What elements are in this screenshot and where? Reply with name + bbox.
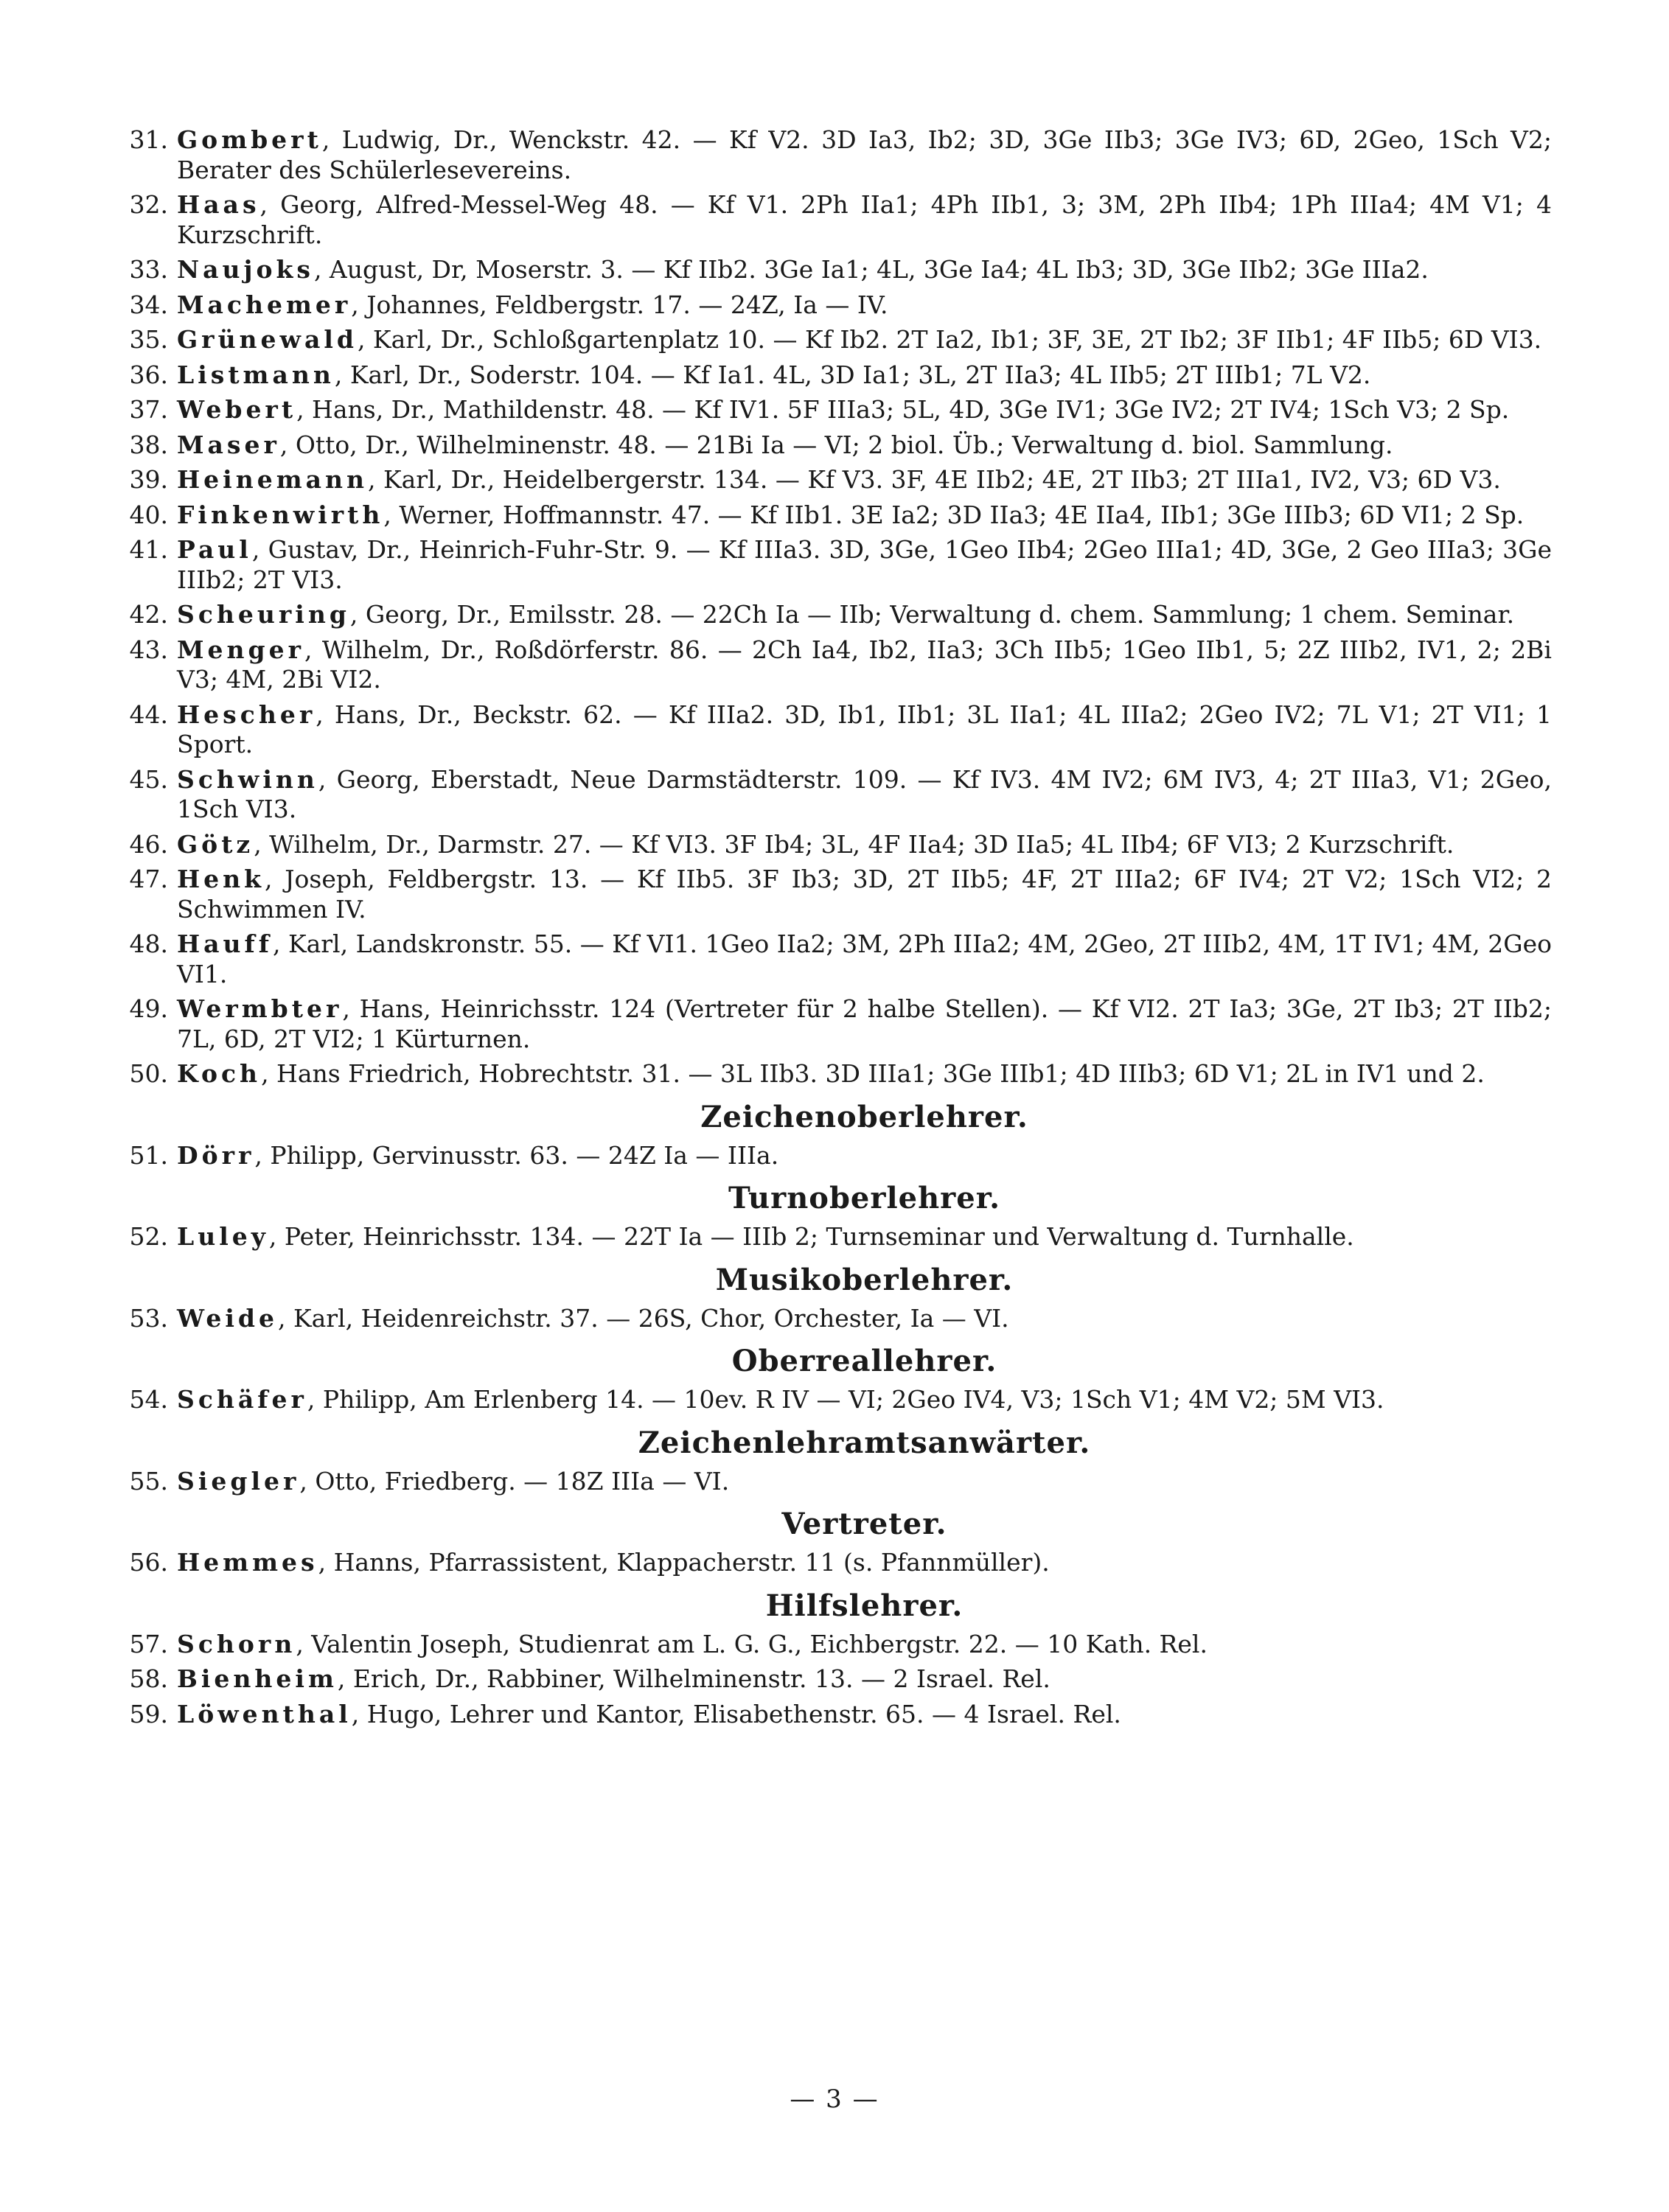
staff-entry xyxy=(118,395,1552,425)
entry-text xyxy=(177,500,1552,531)
entry-details: , Hans, Dr., Mathildenstr. 48. — Kf IV1. 5F IIIa3; 5L, 4D, 3Ge IV1; 3Ge IV2; 2T IV4; 1Sch V3; 2 Sp. xyxy=(296,395,1510,424)
teacher-surname: Webert xyxy=(177,395,297,424)
staff-entry xyxy=(118,190,1552,250)
entry-number: 47. xyxy=(129,865,168,893)
entry-text xyxy=(177,290,1552,321)
staff-entry xyxy=(118,929,1552,989)
staff-entry xyxy=(118,1304,1552,1334)
entry-details: , Philipp, Gervinusstr. 63. — 24Z Ia — IIIa. xyxy=(254,1140,779,1170)
entry-number: 40. xyxy=(129,500,168,529)
staff-entry xyxy=(118,290,1552,321)
teacher-surname: Paul xyxy=(177,535,252,564)
entry-text xyxy=(177,830,1552,860)
entry-text xyxy=(177,765,1552,825)
staff-entry xyxy=(118,1059,1552,1089)
teacher-surname: Bienheim xyxy=(177,1664,338,1693)
entry-text xyxy=(177,1548,1552,1578)
entry-details: , Hans, Heinrichsstr. 124 (Vertreter für 2 halbe Stellen). — Kf VI2. 2T Ia3; 3Ge, 2T Ib3; 2T IIb2; 7L, 6D, 2T VI2; 1 Kürturnen. xyxy=(177,994,1552,1053)
entry-text xyxy=(177,600,1552,630)
entry-details: , Wilhelm, Dr., Roßdörferstr. 86. — 2Ch Ia4, Ib2, IIa3; 3Ch IIb5; 1Geo IIb1, 5; 2Z IIIb2, IV1, 2; 2Bi V3; 4M, 2Bi VI2. xyxy=(177,635,1552,694)
entry-text xyxy=(177,1467,1552,1497)
staff-entry xyxy=(118,1141,1552,1171)
entry-text xyxy=(177,190,1552,250)
entry-number: 31. xyxy=(129,125,168,154)
section-heading: Turnoberlehrer. xyxy=(728,1181,1001,1215)
entry-number: 38. xyxy=(129,430,168,459)
staff-entry xyxy=(118,1222,1552,1252)
staff-entry xyxy=(118,700,1552,760)
entry-text xyxy=(177,395,1552,425)
entry-number: 34. xyxy=(129,290,168,319)
staff-list-sections xyxy=(118,1100,1552,1730)
entry-text xyxy=(177,1222,1552,1252)
entry-details: , Ludwig, Dr., Wenckstr. 42. — Kf V2. 3D Ia3, Ib2; 3D, 3Ge IIb3; 3Ge IV3; 6D, 2Geo, 1Sch V2; Berater des Schülerlesevereins. xyxy=(177,125,1552,184)
section-heading: Musikoberlehrer. xyxy=(715,1262,1014,1297)
entry-text xyxy=(177,465,1552,495)
entry-details: , Erich, Dr., Rabbiner, Wilhelminenstr. 13. — 2 Israel. Rel. xyxy=(337,1664,1050,1693)
staff-entry xyxy=(118,1467,1552,1497)
section-heading: Hilfslehrer. xyxy=(765,1588,964,1623)
entry-number: 58. xyxy=(129,1664,168,1693)
staff-entry xyxy=(118,1700,1552,1730)
entry-number: 37. xyxy=(129,395,168,424)
teacher-surname: Dörr xyxy=(177,1140,255,1170)
entry-text xyxy=(177,1304,1552,1334)
entry-number: 42. xyxy=(129,600,168,629)
staff-entry xyxy=(118,830,1552,860)
document-page xyxy=(118,125,1552,1734)
staff-entry xyxy=(118,600,1552,630)
teacher-surname: Schorn xyxy=(177,1629,296,1658)
entry-number: 39. xyxy=(129,465,168,494)
section-heading: Vertreter. xyxy=(781,1507,947,1541)
teacher-surname: Schwinn xyxy=(177,764,318,794)
teacher-surname: Hescher xyxy=(177,699,316,729)
entry-details: , Peter, Heinrichsstr. 134. — 22T Ia — IIIb 2; Turnseminar und Verwaltung d. Turnhalle. xyxy=(268,1222,1354,1251)
entry-number: 53. xyxy=(129,1303,168,1333)
entry-text xyxy=(177,360,1552,391)
page-number: — 3 — xyxy=(790,2084,879,2114)
teacher-surname: Haas xyxy=(177,190,260,219)
teacher-surname: Koch xyxy=(177,1059,262,1088)
teacher-surname: Gombert xyxy=(177,125,322,154)
section-heading: Oberreallehrer. xyxy=(731,1344,997,1378)
teacher-surname: Götz xyxy=(177,829,254,859)
entry-number: 45. xyxy=(129,764,168,794)
entry-number: 33. xyxy=(129,255,168,284)
entry-number: 35. xyxy=(129,325,168,354)
entry-number: 41. xyxy=(129,535,168,564)
entry-details: , Joseph, Feldbergstr. 13. — Kf IIb5. 3F Ib3; 3D, 2T IIb5; 4F, 2T IIIa2; 6F IV4; 2T V2; 1Sch VI2; 2 Schwimmen IV. xyxy=(177,865,1552,924)
staff-entry xyxy=(118,125,1552,185)
entry-text xyxy=(177,1630,1552,1660)
entry-text xyxy=(177,535,1552,595)
teacher-surname: Maser xyxy=(177,430,280,459)
teacher-surname: Scheuring xyxy=(177,600,350,629)
teacher-surname: Hauff xyxy=(177,929,273,958)
entry-details: , Karl, Dr., Schloßgartenplatz 10. — Kf Ib2. 2T Ia2, Ib1; 3F, 3E, 2T Ib2; 3F IIb1; 4F IIb5; 6D VI3. xyxy=(357,325,1542,354)
entry-text xyxy=(177,929,1552,989)
entry-number: 50. xyxy=(129,1059,168,1088)
entry-text xyxy=(177,1385,1552,1415)
staff-entry xyxy=(118,465,1552,495)
entry-text xyxy=(177,700,1552,760)
teacher-surname: Löwenthal xyxy=(177,1699,352,1728)
staff-entry xyxy=(118,430,1552,461)
teacher-surname: Listmann xyxy=(177,360,335,389)
entry-details: , Georg, Alfred-Messel-Weg 48. — Kf V1. 2Ph IIa1; 4Ph IIb1, 3; 3M, 2Ph IIb4; 1Ph IIIa4; 4M V1; 4 Kurzschrift. xyxy=(177,190,1552,249)
teacher-surname: Siegler xyxy=(177,1466,300,1496)
entry-details: , Hans Friedrich, Hobrechtstr. 31. — 3L IIb3. 3D IIIa1; 3Ge IIIb1; 4D IIIb3; 6D V1; 2L in IV1 und 2. xyxy=(261,1059,1485,1088)
staff-entry xyxy=(118,865,1552,924)
entry-number: 51. xyxy=(129,1140,168,1170)
entry-number: 44. xyxy=(129,699,168,729)
entry-details: , Karl, Heidenreichstr. 37. — 26S, Chor, Orchester, Ia — VI. xyxy=(277,1303,1009,1333)
staff-entry xyxy=(118,255,1552,285)
entry-number: 43. xyxy=(129,635,168,664)
staff-entry xyxy=(118,360,1552,391)
staff-entry xyxy=(118,535,1552,595)
entry-details: , Hugo, Lehrer und Kantor, Elisabethenstr. 65. — 4 Israel. Rel. xyxy=(351,1699,1121,1728)
teacher-surname: Menger xyxy=(177,635,304,664)
teacher-surname: Finkenwirth xyxy=(177,500,384,529)
entry-text xyxy=(177,1059,1552,1089)
staff-entry xyxy=(118,994,1552,1054)
staff-entry xyxy=(118,635,1552,695)
staff-entry xyxy=(118,1548,1552,1578)
entry-number: 46. xyxy=(129,829,168,859)
staff-entry xyxy=(118,1664,1552,1695)
entry-text xyxy=(177,1700,1552,1730)
teacher-surname: Schäfer xyxy=(177,1385,307,1414)
entry-details: , Valentin Joseph, Studienrat am L. G. G., Eichbergstr. 22. — 10 Kath. Rel. xyxy=(296,1629,1208,1658)
entry-number: 49. xyxy=(129,994,168,1023)
entry-number: 52. xyxy=(129,1222,168,1251)
entry-details: , Philipp, Am Erlenberg 14. — 10ev. R IV — VI; 2Geo IV4, V3; 1Sch V1; 4M V2; 5M VI3. xyxy=(307,1385,1384,1414)
entry-details: , Wilhelm, Dr., Darmstr. 27. — Kf VI3. 3F Ib4; 3L, 4F IIa4; 3D IIa5; 4L IIb4; 6F VI3; 2 Kurzschrift. xyxy=(254,829,1454,859)
entry-text xyxy=(177,325,1552,355)
teacher-surname: Naujoks xyxy=(177,255,314,284)
teacher-surname: Luley xyxy=(177,1222,269,1251)
entry-details: , Johannes, Feldbergstr. 17. — 24Z, Ia — IV. xyxy=(351,290,888,319)
entry-number: 32. xyxy=(129,190,168,219)
staff-entry xyxy=(118,325,1552,355)
entry-details: , Otto, Dr., Wilhelminenstr. 48. — 21Bi Ia — VI; 2 biol. Üb.; Verwaltung d. biol. Sammlung. xyxy=(279,430,1393,459)
entry-text xyxy=(177,994,1552,1054)
entry-details: , Hanns, Pfarrassistent, Klappacherstr. 11 (s. Pfannmüller). xyxy=(318,1548,1050,1577)
entry-text xyxy=(177,1141,1552,1171)
teacher-surname: Weide xyxy=(177,1303,278,1333)
entry-text xyxy=(177,430,1552,461)
entry-number: 55. xyxy=(129,1466,168,1496)
entry-number: 48. xyxy=(129,929,168,958)
entry-number: 36. xyxy=(129,360,168,389)
entry-number: 59. xyxy=(129,1699,168,1728)
entry-details: , Georg, Dr., Emilsstr. 28. — 22Ch Ia — IIb; Verwaltung d. chem. Sammlung; 1 chem. Seminar. xyxy=(349,600,1515,629)
entry-details: , Karl, Dr., Heidelbergerstr. 134. — Kf V3. 3F, 4E IIb2; 4E, 2T IIb3; 2T IIIa1, IV2, V3; 6D V3. xyxy=(367,465,1501,494)
entry-number: 56. xyxy=(129,1548,168,1577)
entry-details: , August, Dr, Moserstr. 3. — Kf IIb2. 3Ge Ia1; 4L, 3Ge Ia4; 4L Ib3; 3D, 3Ge IIb2; 3Ge IIIa2. xyxy=(313,255,1429,284)
staff-entry xyxy=(118,1385,1552,1415)
entry-details: , Karl, Landskronstr. 55. — Kf VI1. 1Geo IIa2; 3M, 2Ph IIIa2; 4M, 2Geo, 2T IIIb2, 4M, 1T IV1; 4M, 2Geo VI1. xyxy=(177,929,1552,988)
entry-text xyxy=(177,125,1552,185)
section-heading: Zeichenlehramtsanwärter. xyxy=(638,1425,1091,1460)
entry-details: , Hans, Dr., Beckstr. 62. — Kf IIIa2. 3D, Ib1, IIb1; 3L IIa1; 4L IIIa2; 2Geo IV2; 7L V1; 2T VI1; 1 Sport. xyxy=(177,699,1552,758)
section-heading: Zeichenoberlehrer. xyxy=(700,1099,1028,1134)
entry-text xyxy=(177,1664,1552,1695)
entry-details: , Werner, Hoffmannstr. 47. — Kf IIb1. 3E Ia2; 3D IIa3; 4E IIa4, IIb1; 3Ge IIIb3; 6D VI1; 2 Sp. xyxy=(383,500,1525,529)
entry-text xyxy=(177,865,1552,924)
teacher-surname: Wermbter xyxy=(177,994,343,1023)
staff-entry xyxy=(118,765,1552,825)
teacher-surname: Grünewald xyxy=(177,325,358,354)
teacher-surname: Henk xyxy=(177,865,265,893)
entry-details: , Gustav, Dr., Heinrich-Fuhr-Str. 9. — Kf IIIa3. 3D, 3Ge, 1Geo IIb4; 2Geo IIIa1; 4D, 3Ge, 2 Geo IIIa3; 3Ge IIIb2; 2T VI3. xyxy=(177,535,1552,594)
staff-list-teachers xyxy=(118,125,1552,1089)
entry-details: , Georg, Eberstadt, Neue Darmstädterstr. 109. — Kf IV3. 4M IV2; 6M IV3, 4; 2T IIIa3, V1; 2Geo, 1Sch VI3. xyxy=(177,764,1552,823)
entry-details: , Karl, Dr., Soderstr. 104. — Kf Ia1. 4L, 3D Ia1; 3L, 2T IIa3; 4L IIb5; 2T IIIb1; 7L V2. xyxy=(334,360,1371,389)
entry-number: 54. xyxy=(129,1385,168,1414)
entry-text xyxy=(177,255,1552,285)
staff-entry xyxy=(118,500,1552,531)
entry-text xyxy=(177,635,1552,695)
staff-entry xyxy=(118,1630,1552,1660)
teacher-surname: Machemer xyxy=(177,290,352,319)
teacher-surname: Hemmes xyxy=(177,1548,318,1577)
entry-details: , Otto, Friedberg. — 18Z IIIa — VI. xyxy=(299,1466,730,1496)
entry-number: 57. xyxy=(129,1629,168,1658)
teacher-surname: Heinemann xyxy=(177,465,368,494)
